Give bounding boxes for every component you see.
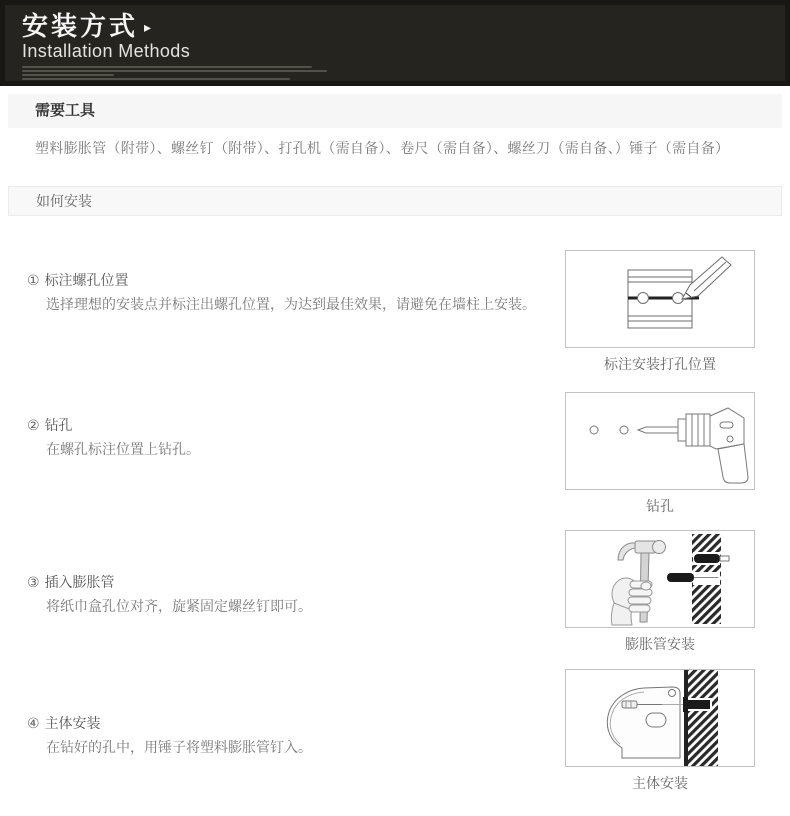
step-1-description: 选择理想的安装点并标注出螺孔位置，为达到最佳效果，请避免在墙柱上安装。 (46, 296, 536, 312)
step-3-title (27, 574, 565, 591)
illustration-insert-anchors (565, 530, 755, 628)
step-3-description: 将纸巾盒孔位对齐，旋紧固定螺丝钉即可。 (46, 598, 312, 614)
step-1-caption: 标注安装打孔位置 (604, 356, 716, 372)
step-1-title (27, 272, 565, 289)
step-2-title (27, 417, 565, 434)
step-2 (0, 392, 790, 515)
fine-print-line (22, 74, 114, 76)
step-4-number: ④ (27, 715, 40, 731)
drill-drawing (566, 393, 754, 489)
step-4-figure (565, 669, 755, 792)
hammer-anchor-drawing (566, 531, 754, 627)
step-4-description: 在钻好的孔中，用锤子将塑料膨胀管钉入。 (46, 739, 312, 755)
illustration-mount-body (565, 669, 755, 767)
section-heading-tools (8, 94, 782, 128)
fine-print-lines (22, 66, 785, 80)
page-title: 安装方式 (22, 11, 139, 41)
illustration-drilling (565, 392, 755, 490)
fine-print-line (22, 78, 290, 80)
tools-list: 塑料膨胀管（附带）、螺丝钉（附带）、打孔机（需自备）、卷尺（需自备）、螺丝刀（需自备、）锤子（需自备） (35, 140, 730, 156)
fine-print-line (22, 70, 327, 72)
step-1-number: ① (27, 272, 40, 288)
page-subtitle: Installation Methods (22, 41, 191, 61)
illustration-mark-drill-positions (565, 250, 755, 348)
howto-heading-text: 如何安装 (36, 193, 92, 209)
step-2-title-text: 钻孔 (44, 417, 73, 433)
arrow-right-icon: ▸ (144, 19, 152, 35)
step-1-figure (565, 250, 755, 373)
step-2-text (0, 392, 565, 515)
header-banner (0, 0, 790, 86)
step-2-figure (565, 392, 755, 515)
step-3 (0, 530, 790, 653)
step-1-title-text: 标注螺孔位置 (44, 272, 129, 288)
step-1 (0, 250, 790, 373)
step-4-text (0, 669, 565, 792)
holder-mount-drawing (566, 670, 754, 766)
step-3-caption: 膨胀管安装 (625, 636, 695, 652)
step-4 (0, 669, 790, 792)
step-4-caption: 主体安装 (632, 775, 688, 791)
step-3-title-text: 插入膨胀管 (44, 574, 115, 590)
pencil-marking-drawing (566, 251, 754, 347)
step-4-title (27, 715, 565, 732)
fine-print-line (22, 66, 312, 68)
step-1-text (0, 250, 565, 373)
step-4-title-text: 主体安装 (44, 715, 101, 731)
step-2-number: ② (27, 417, 40, 433)
section-heading-howto (8, 186, 782, 216)
step-3-figure (565, 530, 755, 653)
step-3-number: ③ (27, 574, 40, 590)
step-2-caption: 钻孔 (646, 498, 674, 514)
step-2-description: 在螺孔标注位置上钻孔。 (46, 441, 200, 457)
step-3-text (0, 530, 565, 653)
tools-heading-text: 需要工具 (35, 102, 96, 119)
